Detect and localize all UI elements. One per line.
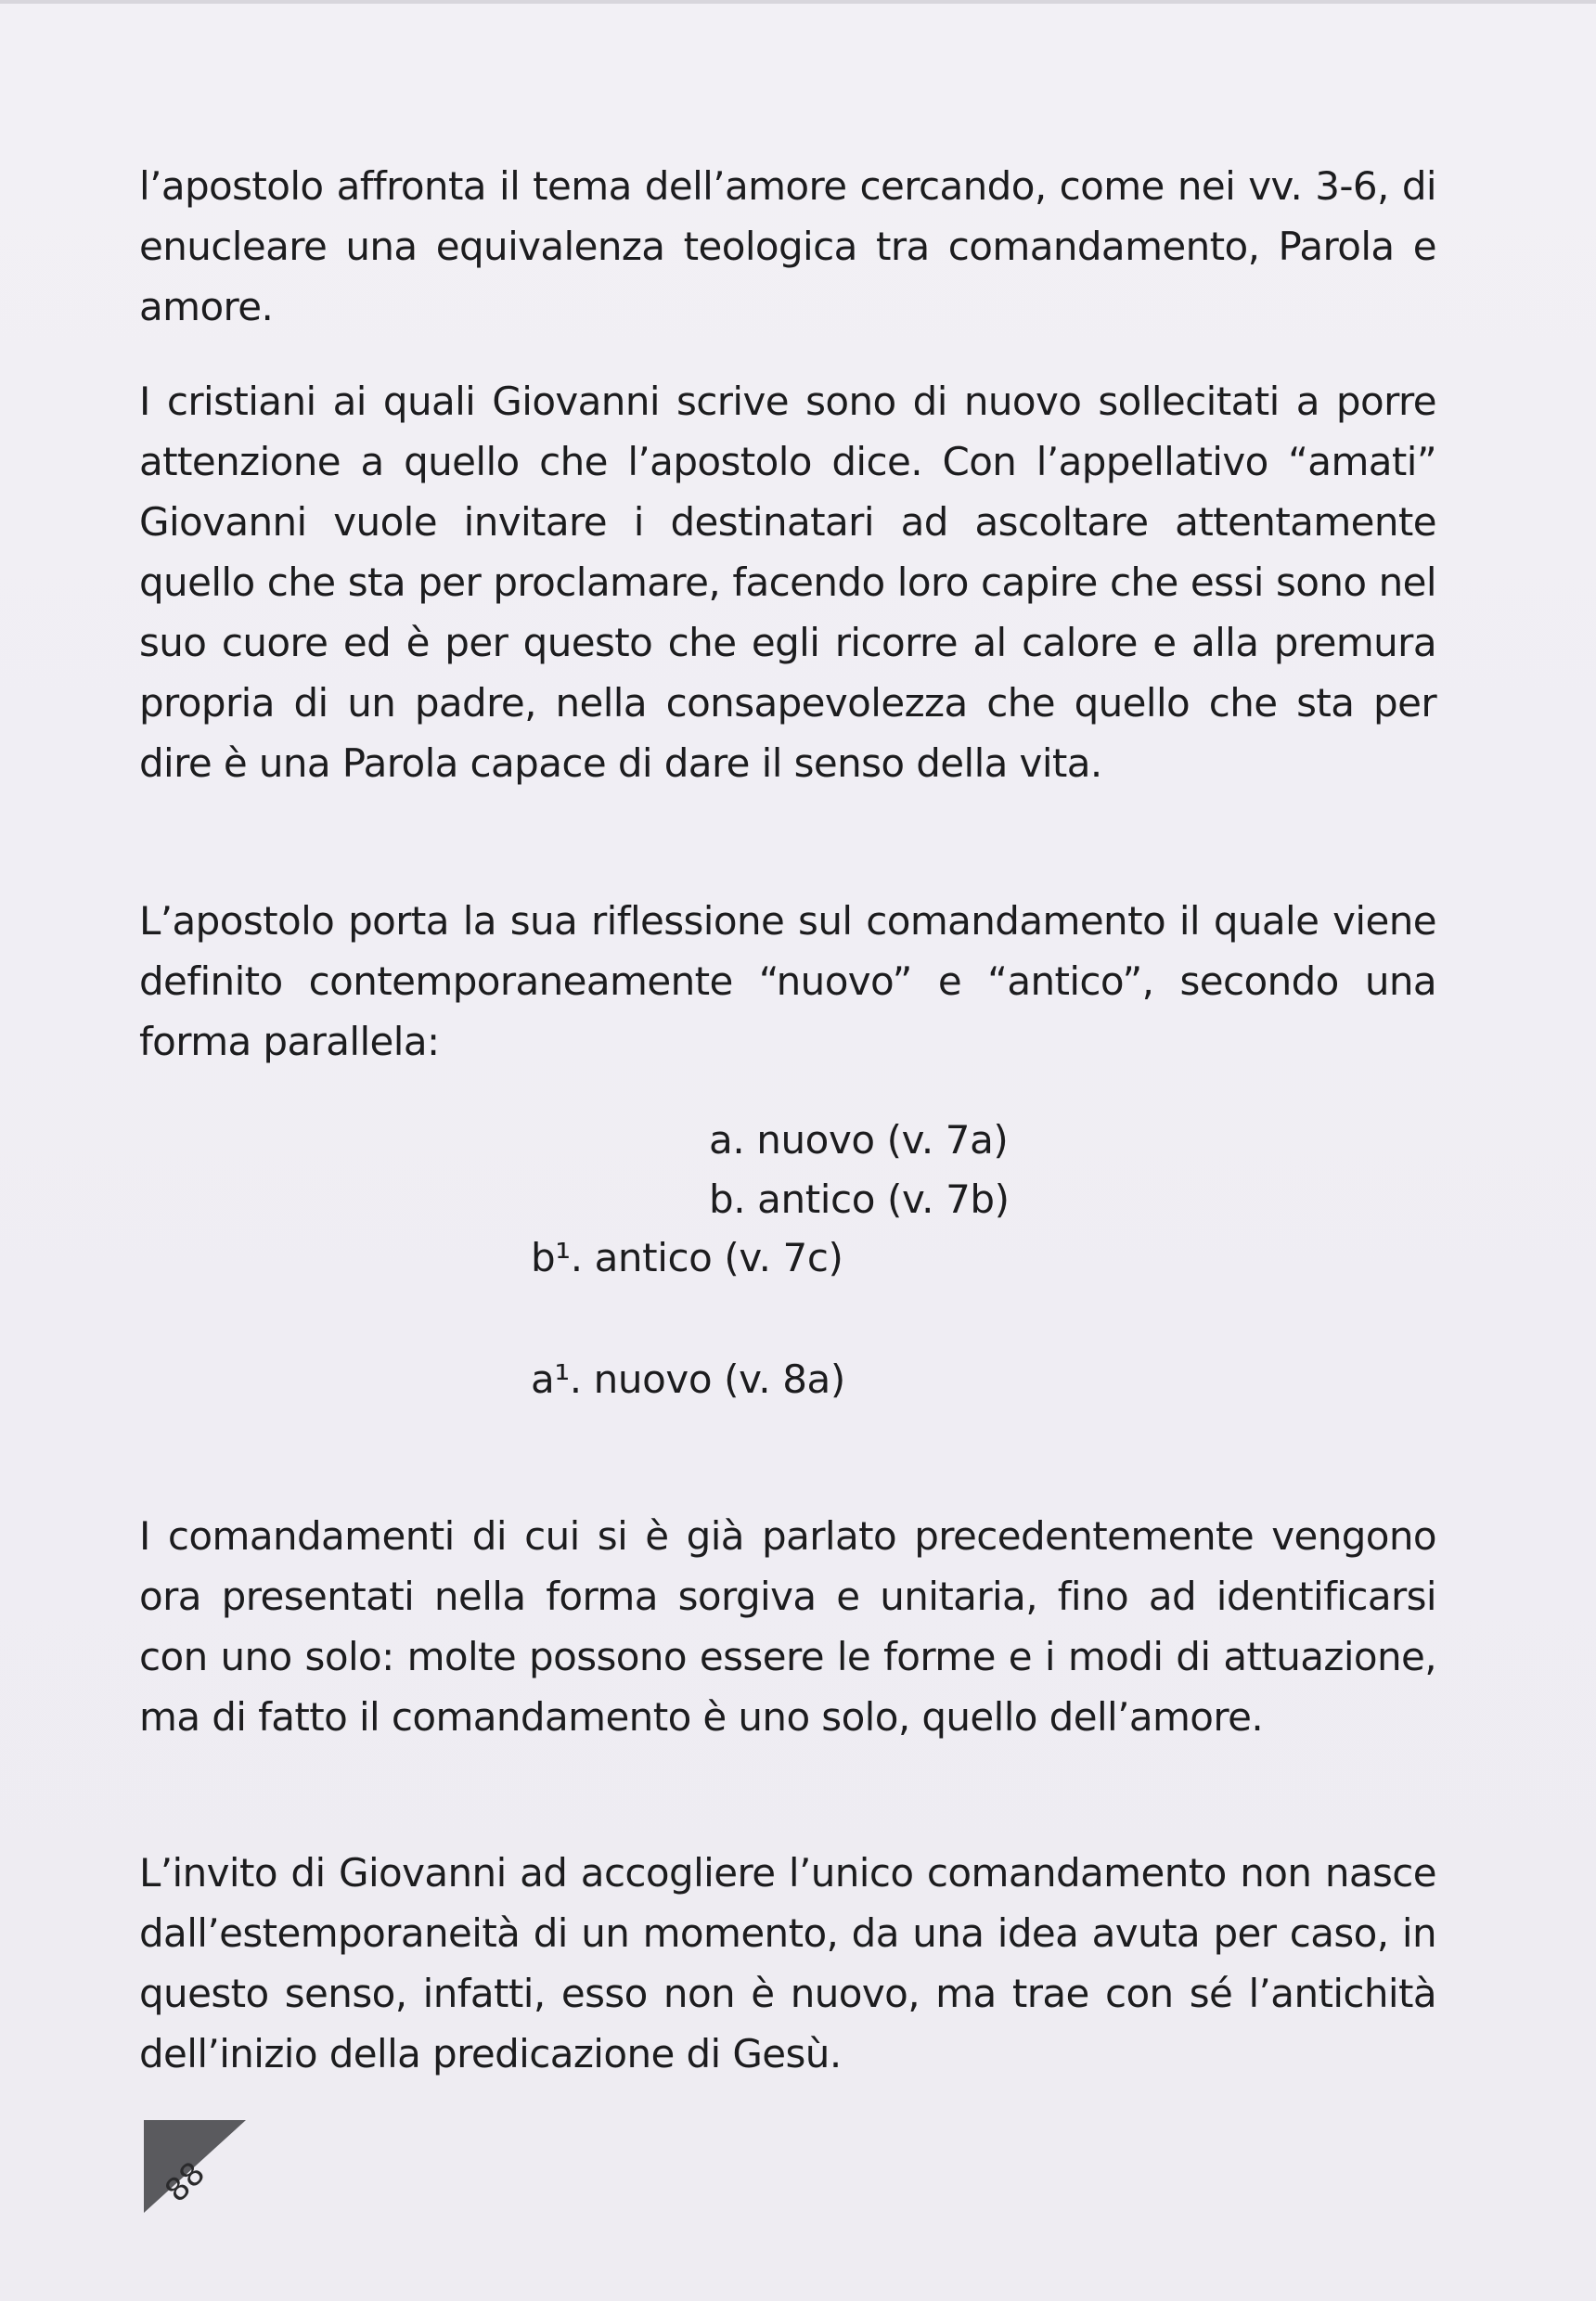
paragraph-1-text: l’apostolo affronta il tema dell’amore cercando, come nei vv. 3-6, di enucleare una equivalenza teologica tra comandamento, Parola e amore. (139, 163, 1436, 329)
paragraph-5-text: L’invito di Giovanni ad accogliere l’unico comandamento non nasce dall’estemporaneità di un momento, da una idea avuta per caso, in questo senso, infatti, esso non è nuovo, ma trae con sé l’antichità dell’inizio della predicazione di Gesù. (139, 1850, 1436, 2076)
paragraph-4 (139, 1506, 1436, 1747)
scheme-line-a1: a¹. nuovo (v. 8a) (531, 1356, 845, 1402)
page-number: 88 (158, 2154, 213, 2210)
paragraph-4-text: I comandamenti di cui si è già parlato precedentemente vengono ora presentati nella forma sorgiva e unitaria, fino ad identificarsi con uno solo: molte possono essere le forme e i modi di attuazione, ma di fatto il comandamento è uno solo, quello dell’amore. (139, 1513, 1436, 1740)
paragraph-5 (139, 1843, 1436, 2084)
paragraph-2 (139, 371, 1436, 793)
top-edge-rule (0, 0, 1596, 4)
paragraph-2-text: I cristiani ai quali Giovanni scrive sono di nuovo sollecitati a porre attenzione a quello che l’apostolo dice. Con l’appellativo “amati” Giovanni vuole invitare i destinatari ad ascoltare attentamente quello che sta per proclamare, facendo loro capire che essi sono nel suo cuore ed è per questo che egli ricorre al calore e alla premura propria di un padre, nella consapevolezza che quello che sta per dire è una Parola capace di dare il senso della vita. (139, 379, 1436, 786)
paragraph-3-text: L’apostolo porta la sua riflessione sul comandamento il quale viene definito contemporaneamente “nuovo” e “antico”, secondo una forma parallela: (139, 898, 1436, 1064)
paragraph-3 (139, 891, 1436, 1072)
paragraph-1 (139, 156, 1436, 337)
scheme-line-b: b. antico (v. 7b) (709, 1176, 1010, 1222)
scheme-line-b1: b¹. antico (v. 7c) (531, 1235, 843, 1280)
scheme-line-a: a. nuovo (v. 7a) (709, 1117, 1009, 1163)
